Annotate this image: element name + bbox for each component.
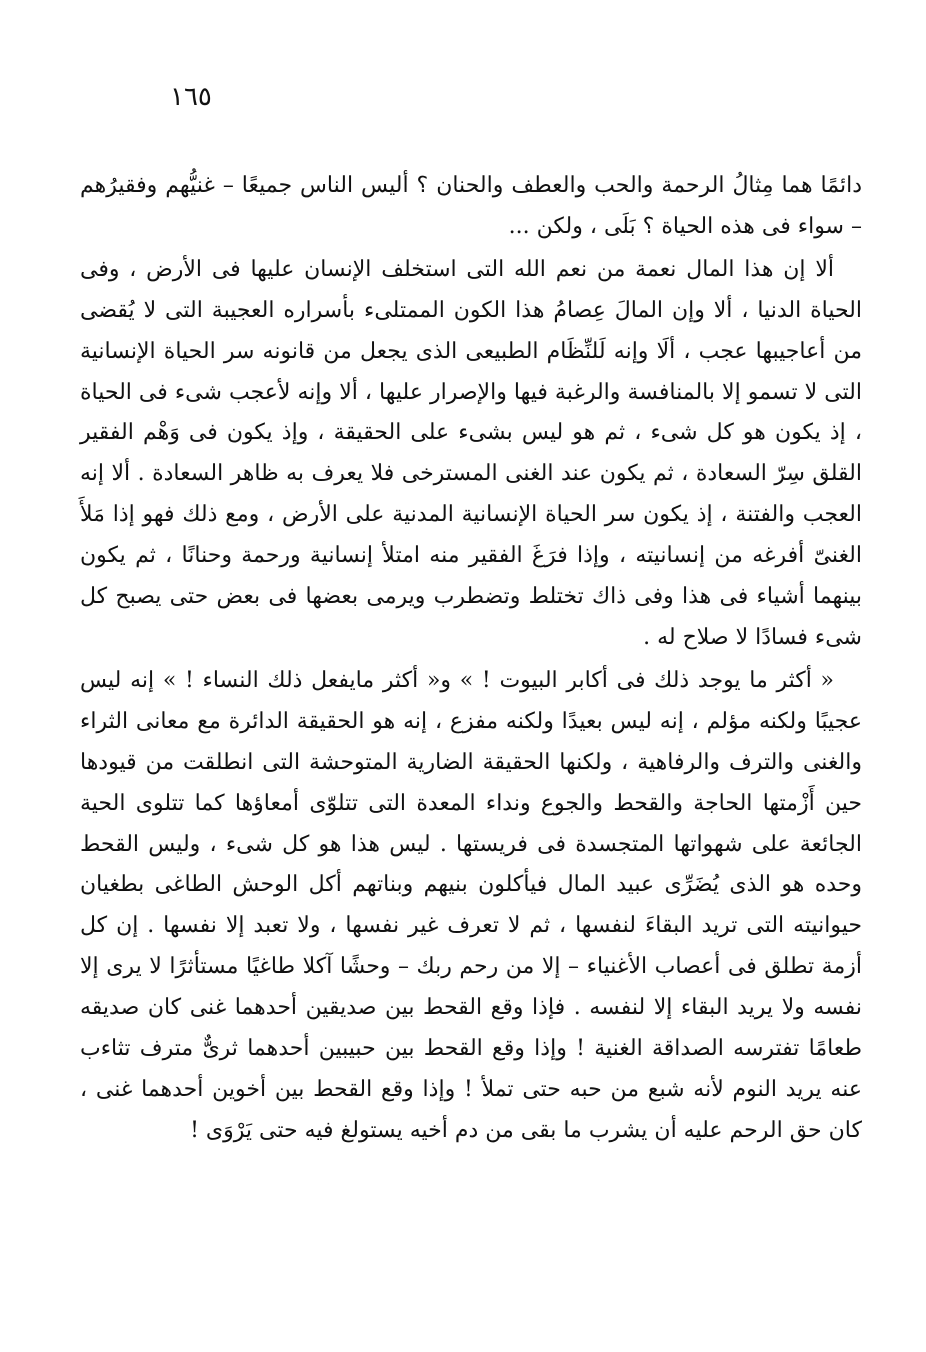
paragraph: ألا إن هذا المال نعمة من نعم الله التى استخلف الإنسان عليها فى الأرض ، وفى الحياة الدنيا ، ألا وإن المالَ عِصامُ هذا الكون الممتلىء بأسراره العجيبة التى لا يُقضى من أعاجيبها عجب ، ألَا وإنه لَلنِّظَام الطبيعى الذى يجعل من قانونه سر الحياة الإنسانية التى لا تسمو إلا بالمنافسة والرغبة فيها والإصرار عليها ، ألا وإنه لأعجب شىء فى الحياة ، إذ يكون هو كل شىء ، ثم هو ليس بشىء على الحقيقة ، وإذ يكون فى وَهْم الفقير القلق سِرّ السعادة ، ثم يكون عند الغنى المسترخى فلا يعرف به ظاهر السعادة . ألا إنه العجب والفتنة ، إذ يكون سر الحياة الإنسانية المدنية على الأرض ، ومع ذلك فهو إذا مَلأَ الغنىّ أفرغه من إنسانيته ، وإذا فرَغَ الفقير منه امتلأ إنسانية ورحمة وحنانًا ، ثم يكون بينهما أشياء فى هذا وفى ذاك تختلط وتضطرب ويرمى بعضها فى بعض حتى يصبح كل شىء فسادًا لا صلاح له . <box>80 256 862 650</box>
page-number: ١٦٥ <box>170 82 212 112</box>
paragraph: « أكثر ما يوجد ذلك فى أكابر البيوت ! » و« أكثر مايفعل ذلك النساء ! » إنه ليس عجيبًا ولكنه مؤلم ، إنه ليس بعيدًا ولكنه مفزع ، إنه هو الحقيقة الدائرة مع معانى الثراء والغنى والترف والرفاهية ، ولكنها الحقيقة الضارية المتوحشة التى انطلقت من قيودها حين أَزْمتها الحاجة والقحط والجوع ونداء المعدة التى تتلوّى أمعاؤها كما تتلوى الحية الجائعة على شهواتها المتجسدة فى فريستها . ليس هذا هو كل شىء ، وليس القحط وحده هو الذى يُضَرِّى عبيد المال فيأكلون بنيهم وبناتهم أكل الوحش الطاغى بطغيان حيوانيته التى تريد البقاءَ لنفسها ، ثم لا تعرف غير نفسها ، ولا تعبد إلا نفسها . إن كل أزمة تطلق فى أعصاب الأغنياء – إلا من رحم ربك – وحشًا آكلا طاغيًا مستأثرًا لا يرى إلا نفسه ولا يريد البقاء إلا لنفسه . فإذا وقع القحط بين صديقين أحدهما غنى كان صديقه طعامًا تفترسه الصداقة الغنية ! وإذا وقع القحط بين حبيبين أحدهما ثرىٌّ مترف تثاءب عنه يريد النوم لأنه شبع من حبه حتى تملأ ! وإذا وقع القحط بين أخوين أحدهما غنى ، كان حق الرحم عليه أن يشرب ما بقى من دم أخيه يستولغ فيه حتى يَرْوَى ! <box>80 667 862 1143</box>
body-text <box>80 166 862 1152</box>
paragraph: دائمًا هما مِثالُ الرحمة والحب والعطف والحنان ؟ أليس الناس جميعًا – غنيُّهم وفقيرُهم – سواء فى هذه الحياة ؟ بَلَى ، ولكن ... <box>80 173 863 239</box>
